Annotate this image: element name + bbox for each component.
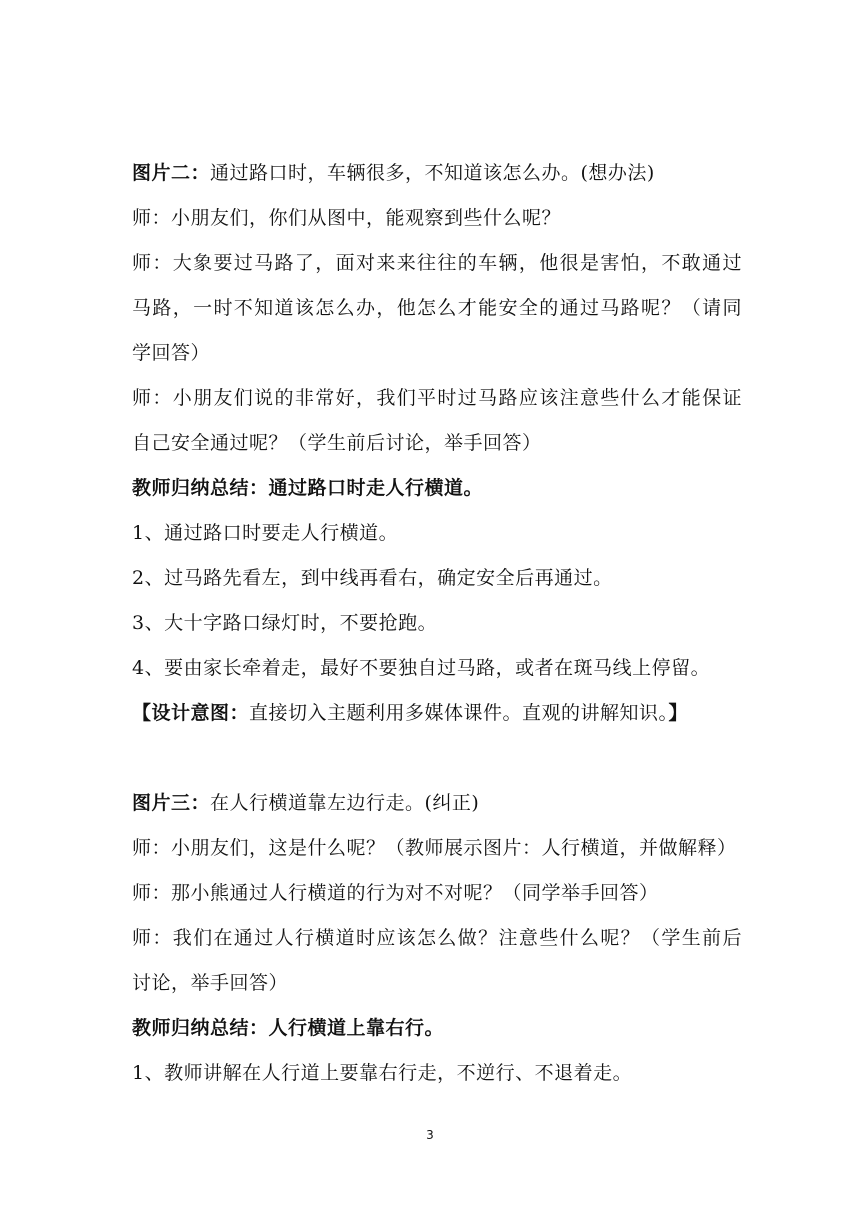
design-intent-text: 直接切入主题利用多媒体课件。直观的讲解知识。 xyxy=(249,702,669,724)
section-three-item-1: 1、教师讲解在人行道上要靠右行走，不逆行、不退着走。 xyxy=(132,1062,633,1084)
section-two-item-2: 2、过马路先看左，到中线再看右，确定安全后再通过。 xyxy=(132,567,613,589)
section-two-item-4: 4、要由家长牵着走，最好不要独自过马路，或者在斑马线上停留。 xyxy=(132,657,711,679)
section-two-label: 图片二： xyxy=(132,162,211,184)
section-three-question-3-line-1: 师：我们在通过人行横道时应该怎么做？注意些什么呢？（学生前后 xyxy=(132,927,742,949)
design-intent-close: 】 xyxy=(668,702,689,724)
design-intent-label: 【设计意图： xyxy=(132,702,250,724)
section-three-question-2: 师：那小熊通过人行横道的行为对不对呢？（同学举手回答） xyxy=(132,882,659,904)
section-three-title xyxy=(132,788,742,818)
section-two-question-2-line-2: 马路，一时不知道该怎么办，他怎么才能安全的通过马路呢？（请同 xyxy=(132,297,742,319)
section-three-summary: 教师归纳总结：人行横道上靠右行。 xyxy=(132,1017,445,1039)
section-two-question-3-line-2: 自己安全通过呢？（学生前后讨论，举手回答） xyxy=(132,432,542,454)
section-two-title-text: 通过路口时，车辆很多，不知道该怎么办。(想办法) xyxy=(210,162,655,184)
section-two-question-2-line-3: 学回答） xyxy=(132,342,211,364)
section-two-title xyxy=(132,158,742,188)
section-three-question-3-line-2: 讨论，举手回答） xyxy=(132,972,289,994)
section-three-label: 图片三： xyxy=(132,792,211,814)
section-three-title-text: 在人行横道靠左边行走。(纠正) xyxy=(210,792,480,814)
section-two-summary: 教师归纳总结：通过路口时走人行横道。 xyxy=(132,477,484,499)
section-two-item-1: 1、通过路口时要走人行横道。 xyxy=(132,522,399,544)
section-three-question-1: 师：小朋友们，这是什么呢？（教师展示图片：人行横道，并做解释） xyxy=(132,837,737,859)
page-number: 3 xyxy=(426,1128,434,1142)
section-two-question-1: 师：小朋友们，你们从图中，能观察到些什么呢？ xyxy=(132,207,562,229)
section-two-question-3-line-1: 师：小朋友们说的非常好，我们平时过马路应该注意些什么才能保证 xyxy=(132,387,742,409)
section-two-item-3: 3、大十字路口绿灯时，不要抢跑。 xyxy=(132,612,438,634)
design-intent xyxy=(132,698,742,728)
section-two-question-2-line-1: 师：大象要过马路了，面对来来往往的车辆，他很是害怕，不敢通过 xyxy=(132,252,742,274)
